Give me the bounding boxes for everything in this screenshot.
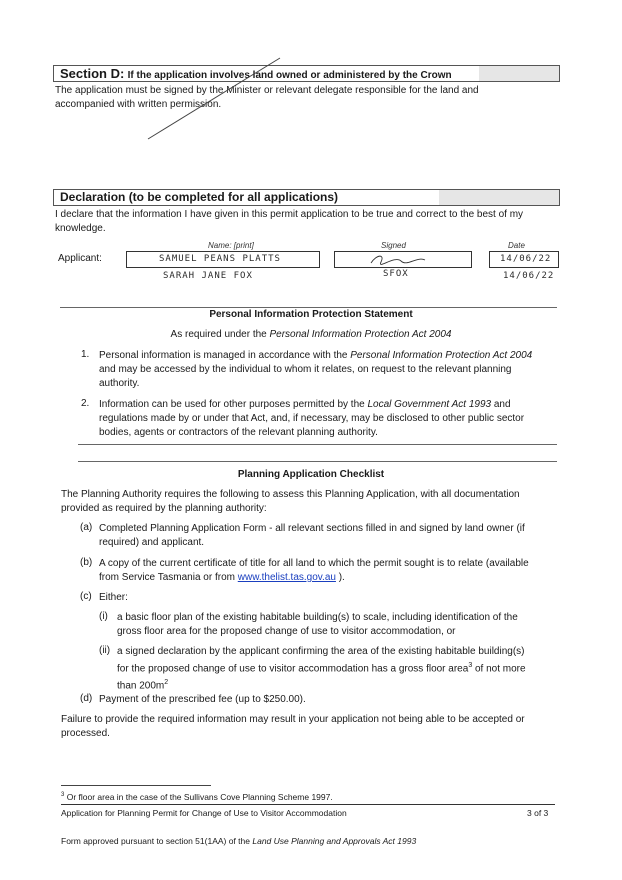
pips-item1-line2: and may be accessed by the individual to whom it relates, on request to the relevant planning <box>99 364 512 375</box>
checklist-item-ci <box>117 611 518 639</box>
page-number: 3 of 3 <box>527 808 549 818</box>
signature-field[interactable] <box>334 251 472 268</box>
date-2: 14/06/22 <box>503 271 555 281</box>
checklist-item-d: Payment of the prescribed fee (up to $250.00). <box>99 694 306 705</box>
pips-item1-line3: authority. <box>99 378 140 389</box>
checklist-cii-area: than 200m <box>117 680 165 692</box>
pips-item1-act: Personal Information Protection Act 2004 <box>350 350 533 361</box>
checklist-b-text: from Service Tasmania or from <box>99 572 238 583</box>
checklist-cii-text: for the proposed change of use to visitor accommodation has a gross floor area <box>117 663 469 675</box>
pips-item2-and: and <box>491 399 511 410</box>
name-field[interactable] <box>126 251 320 268</box>
divider <box>78 444 557 445</box>
pips-item2-act: Local Government Act 1993 <box>367 399 492 410</box>
section-d-body-line2: accompanied with written permission. <box>55 99 222 110</box>
date-1: 14/06/22 <box>500 254 552 264</box>
pips-item1-number: 1. <box>81 349 90 360</box>
declaration-body-line2: knowledge. <box>55 223 106 234</box>
divider <box>60 307 557 308</box>
pips-intro-text: As required under the <box>170 329 270 340</box>
footnote-number: 3 <box>61 792 65 799</box>
declaration-body <box>55 208 523 236</box>
footer-form-approval <box>61 836 416 846</box>
applicant-name-2: SARAH JANE FOX <box>163 271 253 281</box>
section-d-label: Section D: <box>60 66 125 81</box>
declaration-body-line1: I declare that the information I have given in this permit application to be true and correct to the best of my <box>55 209 524 220</box>
form-approval-text: Form approved pursuant to section 51(1AA) of the <box>61 836 253 846</box>
checklist-item-a <box>99 522 525 550</box>
checklist-c-either: Either: <box>99 592 128 603</box>
footnote-text: Or floor area in the case of the Sullivans Cove Planning Scheme 1997. <box>64 792 333 802</box>
strike-through-line <box>140 55 290 145</box>
failure-line2: processed. <box>61 728 110 739</box>
checklist-title: Planning Application Checklist <box>237 469 385 480</box>
checklist-ci-line2: gross floor area for the proposed change of use to visitor accommodation, or <box>117 626 456 637</box>
checklist-b-end: ). <box>335 572 345 583</box>
pips-item2-text: Information can be used for other purposes permitted by the <box>99 399 368 410</box>
checklist-item-cii <box>117 645 526 694</box>
pips-item1-text: Personal information is managed in accordance with the <box>99 350 351 361</box>
checklist-a-line1: Completed Planning Application Form - all relevant sections filled in and signed by land owner (if <box>99 523 525 534</box>
footnote-divider <box>61 785 211 786</box>
footnote-ref: 3 <box>468 662 473 669</box>
signature-scribble <box>335 252 471 267</box>
pips-intro-act: Personal Information Protection Act 2004 <box>269 329 452 340</box>
checklist-ci-number: (i) <box>99 611 108 622</box>
section-d-header <box>53 65 560 82</box>
name-caption: Name: [print] <box>208 241 254 250</box>
checklist-b-number: (b) <box>80 557 93 568</box>
checklist-ci-line1: a basic floor plan of the existing habitable building(s) to scale, including identification of the <box>117 612 518 623</box>
checklist-intro <box>61 488 520 516</box>
pips-item1 <box>99 349 532 391</box>
pips-item2 <box>99 398 524 440</box>
checklist-a-number: (a) <box>80 522 93 533</box>
signed-caption: Signed <box>381 241 406 250</box>
header-shade <box>439 190 559 205</box>
pips-title: Personal Information Protection Statement <box>209 309 413 320</box>
declaration-header <box>53 189 560 206</box>
section-d-body-line1: The application must be signed by the Minister or relevant delegate responsible for the land and <box>55 85 479 96</box>
date-caption: Date <box>508 241 525 250</box>
checklist-c-number: (c) <box>80 591 92 602</box>
footnote <box>61 792 333 802</box>
footer-doc-title: Application for Planning Permit for Change of Use to Visitor Accommodation <box>61 808 347 818</box>
checklist-cii-end: of not more <box>472 663 526 675</box>
checklist-cii-number: (ii) <box>99 645 111 656</box>
checklist-failure-note <box>61 713 525 741</box>
applicant-name-1: SAMUEL PEANS PLATTS <box>159 254 281 264</box>
checklist-intro-line2: provided as required by the planning authority: <box>61 503 267 514</box>
checklist-item-b <box>99 557 529 585</box>
date-field[interactable] <box>489 251 559 268</box>
thelist-link[interactable]: www.thelist.tas.gov.au <box>237 572 336 583</box>
checklist-intro-line1: The Planning Authority requires the following to assess this Planning Application, with all documentation <box>61 489 520 500</box>
checklist-d-number: (d) <box>80 693 93 704</box>
area-unit-sup: 2 <box>164 679 169 687</box>
pips-intro <box>0 329 622 340</box>
footer-rule <box>61 804 555 805</box>
header-shade <box>479 66 559 81</box>
checklist-a-line2: required) and applicant. <box>99 537 205 548</box>
divider <box>78 461 557 462</box>
checklist-b-line1: A copy of the current certificate of title for all land to which the permit sought is to relate (available <box>99 558 529 569</box>
form-approval-act: Land Use Planning and Approvals Act 1993 <box>252 836 417 846</box>
failure-line1: Failure to provide the required information may result in your application not being able to be accepted or <box>61 714 525 725</box>
pips-item2-line2: regulations made by or under that Act, and, if necessary, may be disclosed to other public sector <box>99 413 525 424</box>
declaration-title: Declaration (to be completed for all applications) <box>60 190 339 204</box>
section-d-heading: If the application involves land owned or administered by the Crown <box>127 70 452 81</box>
signature-2: SFOX <box>383 269 409 279</box>
pips-item2-number: 2. <box>81 398 90 409</box>
applicant-label: Applicant: <box>58 253 102 264</box>
checklist-cii-line1: a signed declaration by the applicant confirming the area of the existing habitable building(s) <box>117 646 525 657</box>
pips-item2-line3: bodies, agents or contractors of the relevant planning authority. <box>99 427 378 438</box>
